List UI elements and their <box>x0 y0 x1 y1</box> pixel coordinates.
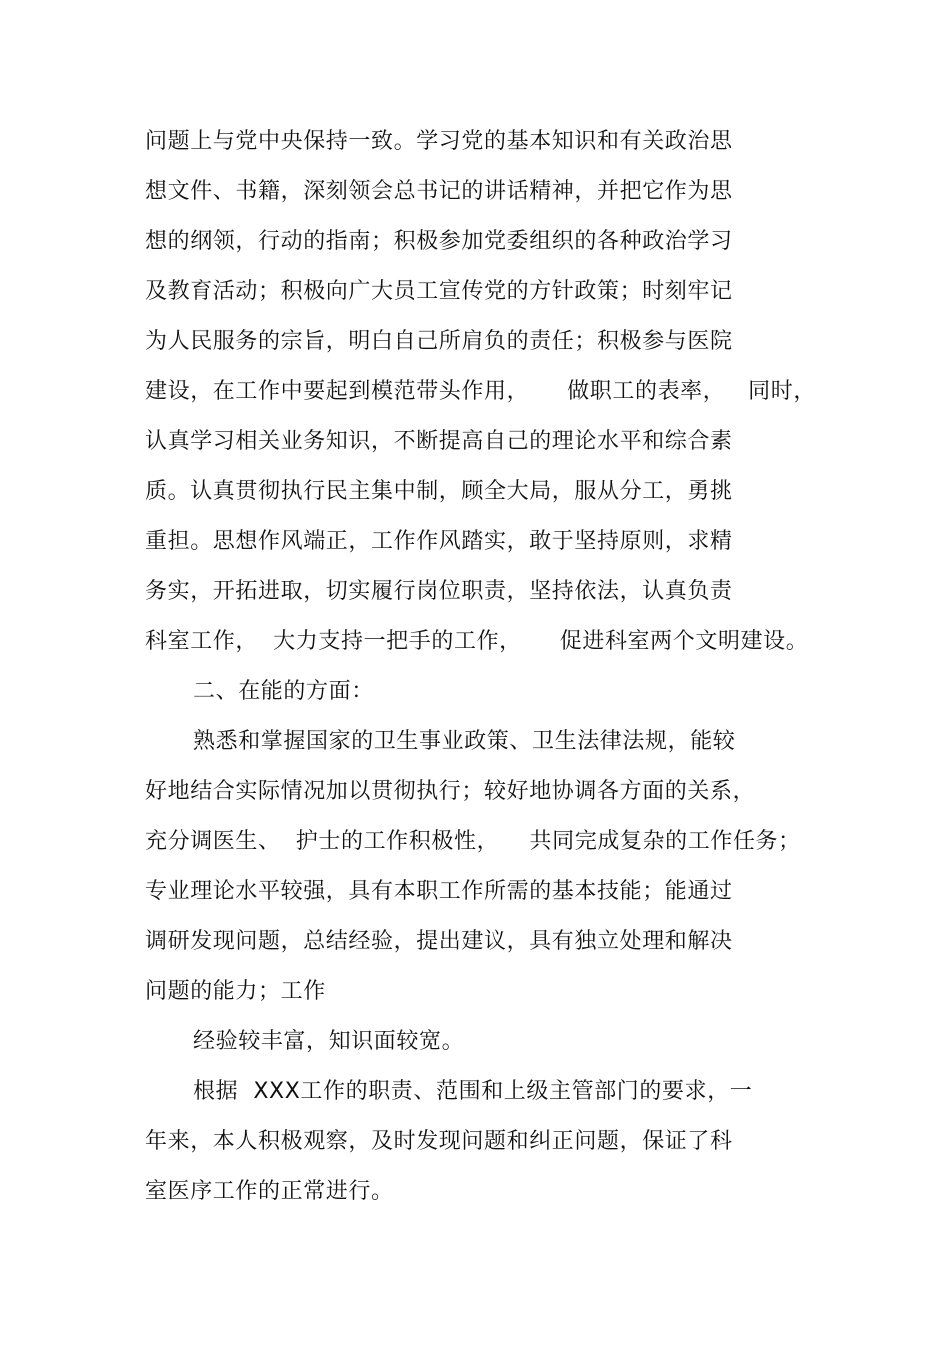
text-line: 重担。思想作风端正，工作作风踏实，敢于坚持原则，求精 <box>145 529 733 554</box>
text-line: 室医序工作的正常进行。 <box>145 1179 394 1204</box>
text-line: 调研发现问题，总结经验，提出建议，具有独立处理和解决 <box>145 929 733 954</box>
text-line: 年来，本人积极观察，及时发现问题和纠正问题，保证了科 <box>145 1129 733 1154</box>
text-line: 专业理论水平较强，具有本职工作所需的基本技能；能通过 <box>145 879 733 904</box>
text-line: 根据 XXX工作的职责、范围和上级主管部门的要求，一 <box>193 1079 753 1104</box>
text-line: 问题上与党中央保持一致。学习党的基本知识和有关政治思 <box>145 129 733 154</box>
text-line: 熟悉和掌握国家的卫生事业政策、卫生法律法规，能较 <box>193 729 736 754</box>
text-line: 经验较丰富，知识面较宽。 <box>193 1029 465 1054</box>
section-heading: 二、在能的方面： <box>193 679 374 704</box>
text-line: 充分调医生、 护士的工作积极性， 共同完成复杂的工作任务； <box>145 829 801 854</box>
text-line: 好地结合实际情况加以贯彻执行；较好地协调各方面的关系， <box>145 779 756 804</box>
text-line: 想文件、书籍，深刻领会总书记的讲话精神，并把它作为思 <box>145 179 733 204</box>
text-line: 想的纲领，行动的指南；积极参加党委组织的各种政治学习 <box>145 229 733 254</box>
text-line: 建设，在工作中要起到模范带头作用， 做职工的表率， 同时， <box>145 379 816 404</box>
text-line: 认真学习相关业务知识，不断提高自己的理论水平和综合素 <box>145 429 733 454</box>
text-line: 务实，开拓进取，切实履行岗位职责，坚持依法，认真负责 <box>145 579 733 604</box>
text-line: 质。认真贯彻执行民主集中制，顾全大局，服从分工，勇挑 <box>145 479 733 504</box>
text-line: 及教育活动；积极向广大员工宣传党的方针政策；时刻牢记 <box>145 279 733 304</box>
text-line: 问题的能力；工作 <box>145 979 326 1004</box>
text-line: 为人民服务的宗旨，明白自己所肩负的责任；积极参与医院 <box>145 329 733 354</box>
text-line: 科室工作， 大力支持一把手的工作， 促进科室两个文明建设。 <box>145 629 809 654</box>
